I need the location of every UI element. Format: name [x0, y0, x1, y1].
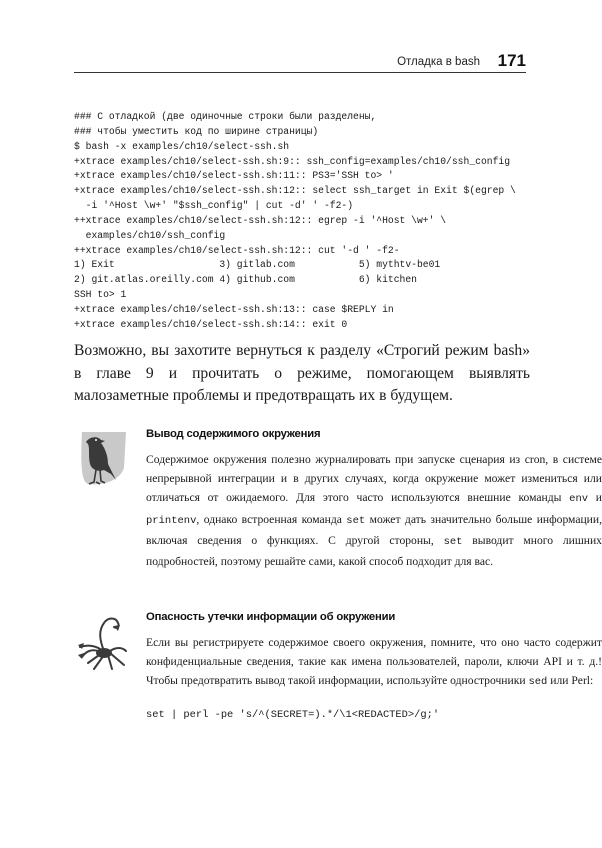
inline-code: env	[569, 493, 589, 506]
code-line: 1) Exit 3) gitlab.com 5) mythtv-be01	[74, 259, 441, 271]
note-text: может дать значительно больше информации, включая сведения о функциях. С другой стороны,	[146, 512, 602, 547]
code-line: ### С отладкой (две одиночные строки были разделены,	[74, 111, 377, 122]
note-body	[146, 450, 602, 571]
code-block	[74, 110, 534, 333]
code-line: ++xtrace examples/ch10/select-ssh.sh:12:: cut '-d ' -f2-	[74, 244, 400, 256]
note-text: и	[588, 491, 602, 505]
code-line: SSH to> 1	[74, 289, 127, 301]
note-title: Вывод содержимого окружения	[146, 428, 321, 440]
note-env-output	[74, 428, 602, 578]
note-env-leak	[74, 611, 602, 731]
crow-icon	[74, 428, 132, 492]
code-line: +xtrace examples/ch10/select-ssh.sh:9:: ssh_config=examples/ch10/ssh_config	[74, 155, 511, 167]
header-rule	[74, 72, 526, 73]
page-header	[74, 50, 526, 72]
code-line: -i '^Host \w+' "$ssh_config" | cut -d' ' -f2-)	[74, 200, 354, 212]
note-body	[146, 633, 602, 693]
inline-code: printenv	[146, 514, 197, 527]
note-text: или Perl:	[547, 674, 594, 688]
inline-code: set	[346, 514, 366, 527]
scorpion-icon	[74, 611, 132, 675]
body-paragraph: Возможно, вы захотите вернуться к разделу «Строгий режим bash» в главе 9 и прочитать о режиме, помогающем выявлять малозаметные проблемы и предотвращать их в будущем.	[74, 342, 530, 404]
code-line: $ bash -x examples/ch10/select-ssh.sh	[74, 140, 290, 152]
inline-code: set	[443, 535, 463, 548]
note-code-line: set | perl -pe 's/^(SECRET=).*/\1<REDACTED>/g;'	[146, 709, 440, 721]
note-text: , однако встроенная команда	[196, 512, 347, 526]
code-line: examples/ch10/ssh_config	[74, 229, 226, 241]
note-text: выводит много лишних подробностей, поэтому решайте сами, какой способ подходит для вас.	[146, 533, 602, 569]
note-title: Опасность утечки информации об окружении	[146, 611, 396, 623]
code-line: +xtrace examples/ch10/select-ssh.sh:13:: case $REPLY in	[74, 303, 394, 315]
running-section-title: Отладка в bash	[397, 56, 480, 68]
note-text: Если вы регистрируете содержимое своего окружения, помните, что оно часто содержит конфиденциальные сведения, такие как имена пользователей, пароли, ключи API и т. д.! Чтобы предотвратить вывод такой информации, используйте однострочники	[146, 636, 602, 688]
code-line: +xtrace examples/ch10/select-ssh.sh:11:: PS3='SSH to> '	[74, 170, 394, 182]
page-number: 171	[497, 51, 526, 70]
code-line: ### чтобы уместить код по ширине страницы)	[74, 125, 319, 137]
code-line: ++xtrace examples/ch10/select-ssh.sh:12:: egrep -i '^Host \w+' \	[74, 214, 447, 226]
code-line: +xtrace examples/ch10/select-ssh.sh:14:: exit 0	[74, 318, 348, 330]
note-text: Содержимое окружения полезно журналировать при запуске сценария из cron, в системе непрерывной интеграции и в других случаях, когда окружение может измениться или отличаться от ожидаемого. Для этого часто используются внешние команды	[146, 453, 602, 505]
inline-code: sed	[528, 676, 548, 689]
code-line: 2) git.atlas.oreilly.com 4) github.com 6) kitchen	[74, 274, 417, 286]
code-line: +xtrace examples/ch10/select-ssh.sh:12:: select ssh_target in Exit $(egrep \	[74, 185, 516, 197]
